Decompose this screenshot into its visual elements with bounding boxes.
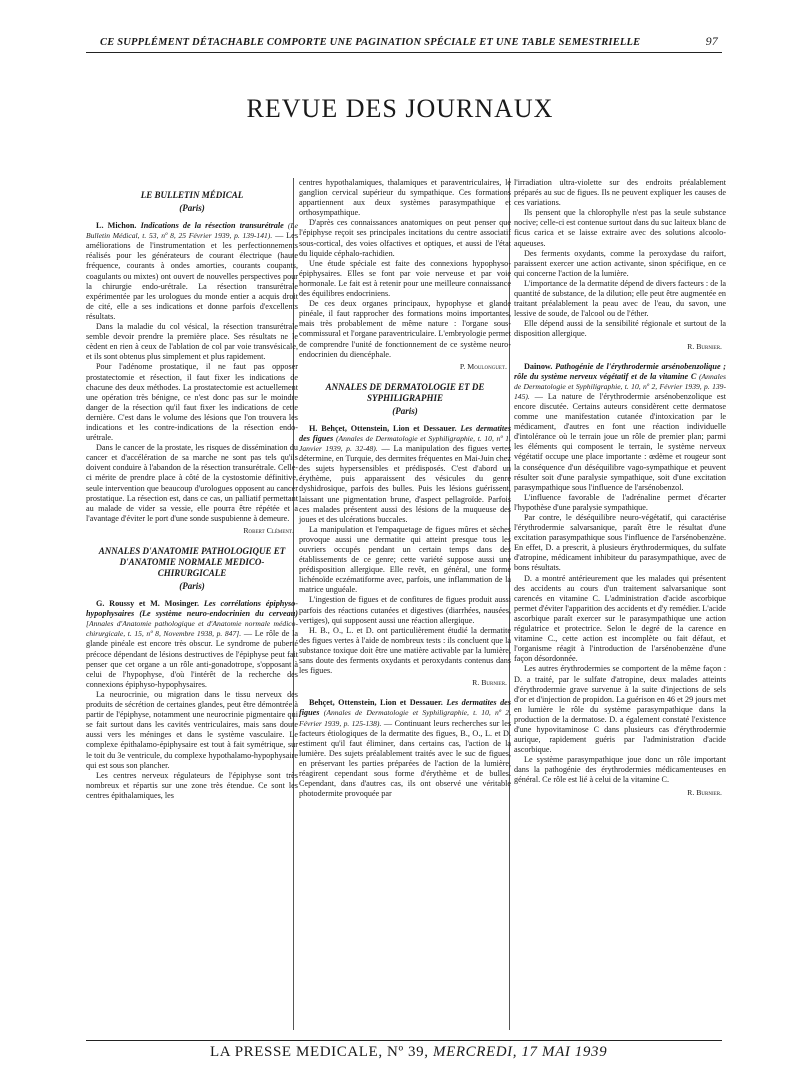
article-paragraph: Elle dépend aussi de la sensibilité régionale et surtout de la disposition allergique. bbox=[514, 319, 726, 339]
article-lead bbox=[514, 362, 726, 493]
article-signature: P. Moulonguet. bbox=[459, 361, 507, 371]
article-title: Les dermatites des figues bbox=[299, 423, 512, 443]
article-paragraph: La neurocrinie, ou migration dans le tissu nerveux des produits de sécrétion de certaines glandes, peut être démontrée à partir de l'épiphyse, notamment une neurocrinie pigmentaire qui se fait surtout dans les cavités ventriculaires, mais sans doute aussi vers les méninges et dans le système vasculaire. Le complexe épithalamo-épiphysaire est tout à fait symétrique, sur le toit du 3e ventricule, du complexe hypothalamo-hypophysaire qui est sous son plancher. bbox=[86, 689, 298, 770]
article-paragraph: centres hypothalamiques, thalamiques et paraventriculaires, le ganglion cervical supérieur du sympathique. Ces formations appartiennent aux deux systèmes parasympathique et orthosympathique. bbox=[299, 178, 511, 218]
article-paragraph: Une étude spéciale est faite des connexions hypophyso-épiphysaires. Elles se font par voie nerveuse et par voie hormonale. Le fait est à retenir pour une meilleure connaissance des équilibres endocriniens. bbox=[299, 258, 511, 299]
article-paragraph: L'ingestion de figues et de confitures de figues produit aussi parfois des réactions cutanées et digestives (diarrhées, nausées, vertiges), qui supposent aussi une réaction allergique. bbox=[299, 595, 511, 625]
article-paragraph: Pour l'adénome prostatique, il ne faut pas opposer prostatectomie et résection, il faut fixer les indications de chacune des deux méthodes. La prostatectomie est actuellement une opération très bénigne, ce n'est donc pas sur le moindre danger de la résection qu'il faut fixer les indications de cette dernière. C'est dans le volume des lésions que l'on trouvera les indications et les contre-indications de la résection endo-urétrale. bbox=[86, 362, 298, 443]
article-paragraph: Les centres nerveux régulateurs de l'épiphyse sont très nombreux et répartis sur une zone très étendue. Ce sont les centres épithalamiques, les bbox=[86, 770, 298, 800]
article-lead bbox=[299, 424, 511, 525]
article-lead bbox=[86, 221, 298, 322]
page-number: 97 bbox=[705, 34, 718, 48]
article-signature: R. Burnier. bbox=[687, 787, 722, 797]
article-paragraph: Le système parasympathique joue donc un rôle important dans la pathogénie des érythrodermies médicamenteuses en général. Ce rôle est lié à celui de la vitamine C. bbox=[514, 755, 726, 785]
article-reference: (Annales de Dermatologie et Syphiligraphie, t. 10, nº 1, Janvier 1939, p. 32-48). bbox=[299, 433, 512, 454]
article-author: Dainow. bbox=[524, 361, 553, 371]
article-paragraph: Ils pensent que la chlorophylle n'est pas la seule substance nocive; celle-ci est contenue surtout dans du suc laiteux blanc de ficus carica et se laisse extraire avec des solutions alcoolo-aqueuses. bbox=[514, 208, 726, 248]
top-rule bbox=[86, 52, 722, 53]
column-2 bbox=[299, 178, 511, 799]
article-title: Pathogénie de l'érythrodermie arsénobenzolique ; rôle du système nerveux végétatif et de la vitamine C bbox=[514, 361, 727, 381]
article-signature: R. Burnier. bbox=[687, 341, 722, 351]
article-paragraph: D'après ces connaissances anatomiques on peut penser que l'épiphyse reçoit ses principales incitations du centre associatif sous-cortical, des voies olfactives et optiques, et aussi de l'état du liquide céphalo-rachidien. bbox=[299, 218, 511, 258]
section-heading: LE BULLETIN MÉDICAL bbox=[140, 190, 244, 200]
article-paragraph: L'importance de la dermatite dépend de divers facteurs : de la quantité de substance, de la dilution; elle peut être augmentée en traitant préalablement la peau avec de l'eau, du savon, une lessive de soude, de l'alcool ou de l'éther. bbox=[514, 278, 726, 319]
article-title: Indications de la résection transurétrale bbox=[140, 221, 284, 231]
article-title: Les corrélations épiphyso-hypophysaires (Le système neuro-endocrinien du cerveau) bbox=[86, 599, 298, 619]
article-paragraph: Par contre, le déséquilibre neuro-végétatif, qui caractérise l'érythrodermie salvarsanique, paraît être le résultat d'une excitation parasympathique sous l'influence de l'arsénobenzène. En effet, D. a prescrit, à plusieurs érythrodermiques, du sulfate d'atropine, médicament inhibiteur du parasympathique, avec de bons résultats. bbox=[514, 513, 726, 573]
footer bbox=[210, 1044, 722, 1061]
article-paragraph: Dans le cancer de la prostate, les risques de dissémination du cancer et d'accélération de sa marche ne sont pas tels qu'ils doivent conduire à l'abandon de la résection transurétrale. Celle-ci mérite de prendre place à côté de la cystostomie définitive, seule intervention que beaucoup d'urologues opposent au cancer prostatique. La résection est, dans ce cas, un palliatif permettant au malade de vider sa vessie, elle pourra être répétée et a l'avantage d'éviter le port d'une sonde suspubienne à demeure. bbox=[86, 443, 298, 523]
section-subheading: (Paris) bbox=[392, 405, 418, 416]
article-author: H. Behçet, Ottenstein, Lion et Dessauer. bbox=[309, 423, 457, 433]
column-3 bbox=[514, 178, 726, 808]
article-text: — Continuant leurs recherches sur les facteurs étiologiques de la dermatite des figues, B., O., L. et D. estiment qu'il faut éliminer, dans certains cas, l'action de la lumière. Des sujets préalablement traités avec le suc de figues, en préservant les parties préparées de l'action de la lumière, réagirent cependant sous forme d'érythème et de bulles. Cependant, dans d'autres cas, ils ont observé une véritable photodermite provoquée par bbox=[299, 718, 512, 799]
article-reference: [Annales d'Anatomie pathologique et d'Anatomie normale médico-chirurgicale, t. 15, nº 8, Novembre 1938, p. 847]. bbox=[86, 619, 298, 639]
article-reference: (Le Bulletin Médical, t. 53, nº 8, 25 Février 1939, p. 139-141). bbox=[86, 221, 298, 241]
article-paragraph: La manipulation et l'empaquetage de figues mûres et sèches provoque aussi une dermatite qui atteint presque tous les ouvriers occupés pendant un certain temps dans des établissements de ce genre; cette variété suppose aussi une prédisposition allergique. Elle revêt, en général, une forme lichénoïde eczématiforme avec, parfois, une inflammation de la matrice unguéale. bbox=[299, 524, 511, 595]
article-paragraph: D. a montré antérieurement que les malades qui présentent des accidents au cours d'un traitement salvarsanique sont carencés en vitamine C. L'administration d'acide ascorbique permet d'éviter l'apparition des accidents et d'y remédier. L'acide ascorbique paraît exercer sur le parasympathique une action régulatrice et protectrice. Selon le degré de la carence en vitamine C., cette action est incomplète ou fait défaut, et l'organisme réagit à l'introduction de l'arsénobenzène d'une façon désordonnée. bbox=[514, 573, 726, 664]
page-title: REVUE DES JOURNAUX bbox=[246, 94, 554, 123]
article-paragraph: Des ferments oxydants, comme la peroxydase du raifort, paraissent exercer une action activante, sinon spécifique, en ce qui concerne l'action de la lumière. bbox=[514, 248, 726, 278]
column-1 bbox=[86, 178, 298, 801]
bottom-rule bbox=[86, 1040, 722, 1041]
footer-journal: LA PRESSE MEDICALE, Nº 39, bbox=[210, 1044, 429, 1060]
running-header bbox=[100, 34, 718, 49]
footer-date: MERCREDI, 17 MAI 1939 bbox=[432, 1044, 608, 1060]
article-signature: R. Burnier. bbox=[472, 678, 507, 688]
article-paragraph: Dans la maladie du col vésical, la résection transurétrale semble devoir prendre la première place. Ses résultats ne le cèdent en rien à ceux de l'ablation de col par voie transvésicale, et ils sont obtenus plus simplement et plus rapidement. bbox=[86, 322, 298, 362]
article-author: L. Michon. bbox=[96, 221, 137, 231]
article-author: G. Roussy et M. Mosinger. bbox=[96, 599, 200, 609]
header-band-text: CE SUPPLÉMENT DÉTACHABLE COMPORTE UNE PAGINATION SPÉCIALE ET UNE TABLE SEMESTRIELLE bbox=[100, 37, 641, 48]
section-subheading: (Paris) bbox=[179, 581, 205, 591]
article-title: Les dermatites des figues bbox=[299, 698, 511, 718]
article-lead bbox=[299, 698, 511, 799]
article-reference: (Annales de Dermatologie et Syphiligraphie, t. 10, nº 2, Février 1939, p. 139-145). bbox=[514, 371, 727, 401]
article-paragraph: Les autres érythrodermies se comportent de la même façon : D. a traité, par le sulfate d'atropine, deux malades atteints d'érythrodermie grave survenue à la suite d'injections de sels d'or et d'injection de propidon. La guérison en 46 et 29 jours met en lumière le rôle du système parasympathique dans la production de la dermatose. D. a également constaté l'existence d'une hypovitaminose C dans plusieurs cas d'érythrodermie aurique, rapidement guéris par l'administration d'acide ascorbique. bbox=[514, 664, 726, 755]
article-author: Behçet, Ottenstein, Lion et Dessauer. bbox=[309, 698, 443, 708]
article-lead bbox=[86, 599, 298, 690]
article-text: — Le rôle de la glande pinéale est encore très obscur. Le syndrome de puberté précoce dépendant de lésions destructives de l'épiphyse peut fait penser que cet organe a un rôle anti-gonadotrope, s'opposant à celui de l'hypophyse, d'où l'intérêt de la recherche des connexions épiphyso-hypophysaires. bbox=[86, 629, 298, 689]
article-text: — Les améliorations de l'instrumentation et les perfectionnements réalisés pour les générateurs de courant électrique (haute fréquence, courants à ondes amorties, courants coupants, coagulants ou mixtes) ont ouvert de nouvelles perspectives pour la chirurgie endo-urétrale. La résection transurétrale expérimentée par les urologues du monde entier a acquis droit de cité, elle a ses indications et donne parfois d'excellents résultats. bbox=[86, 231, 299, 321]
section-heading: ANNALES D'ANATOMIE PATHOLOGIQUE ET D'ANATOMIE NORMALE MEDICO-CHIRURGICALE bbox=[98, 546, 286, 578]
section-subheading: (Paris) bbox=[179, 203, 205, 213]
article-paragraph: H. B., O., L. et D. ont particulièrement étudié la dermatite des figues vertes à l'aide de nombreux tests : ils concluent que la substance toxique doit être une matière activable par la lumière, sans doute des ferments oxydants et peroxydants contenus dans les figues. bbox=[299, 625, 511, 676]
section-heading: ANNALES DE DERMATOLOGIE ET DE SYPHILIGRAPHIE bbox=[325, 381, 485, 403]
article-signature: Robert Clément. bbox=[243, 525, 294, 535]
article-text: — La manipulation des figues vertes détermine, en Turquie, des dermites fréquentes en Mai-Juin chez des sujets hypersensibles et prédisposés. C'est d'abord un érythème, puis apparaissent des vésicules du genre dyshidrosique, parfois des bulles. Puis les lésions guérissent, laissant une pigmentation brune, d'aspect pellagroïde. Parfois ces malades présentent aussi des lésions de la muqueuse des joues et des ulcérations buccales. bbox=[299, 444, 512, 524]
article-text: — La nature de l'érythrodermie arsénobenzolique est encore discutée. Certains auteurs considèrent cette dermatose comme une manifestation cutanée d'intoxication par le médicament, d'autres en font une réaction individuelle d'intolérance où le terrain joue un rôle de premier plan; parmi les éléments qui composent le terrain, le système nerveux végétatif occupe une place importante : œdème et rougeur sont la conséquence d'un déséquilibre vago-sympathique et peuvent résulter soit d'une paralysie sympathique, soit d'une excitation parasympathique sous l'influence de l'arsénobenzol. bbox=[514, 391, 727, 492]
article-reference: (Annales de Dermatologie et Syphiligraphie, t. 10, nº 2, Février 1939, p. 125-138). bbox=[299, 708, 512, 728]
article-paragraph: De ces deux organes principaux, hypophyse et glande pinéale, il faut rapprocher des formations moins importantes, mais très probablement de même nature : l'organe sous-commissural et l'organe paraventriculaire. L'embryologie permet de comprendre l'unité de fonctionnement de ce système neuro-endocrinien du diencéphale. bbox=[299, 299, 511, 359]
article-paragraph: l'irradiation ultra-violette sur des endroits préalablement préparés au suc de figues. Ils ne peuvent expliquer les causes de ces variations. bbox=[514, 178, 726, 208]
article-paragraph: L'influence favorable de l'adrénaline permet d'écarter l'hypothèse d'une paralysie sympathique. bbox=[514, 492, 726, 512]
